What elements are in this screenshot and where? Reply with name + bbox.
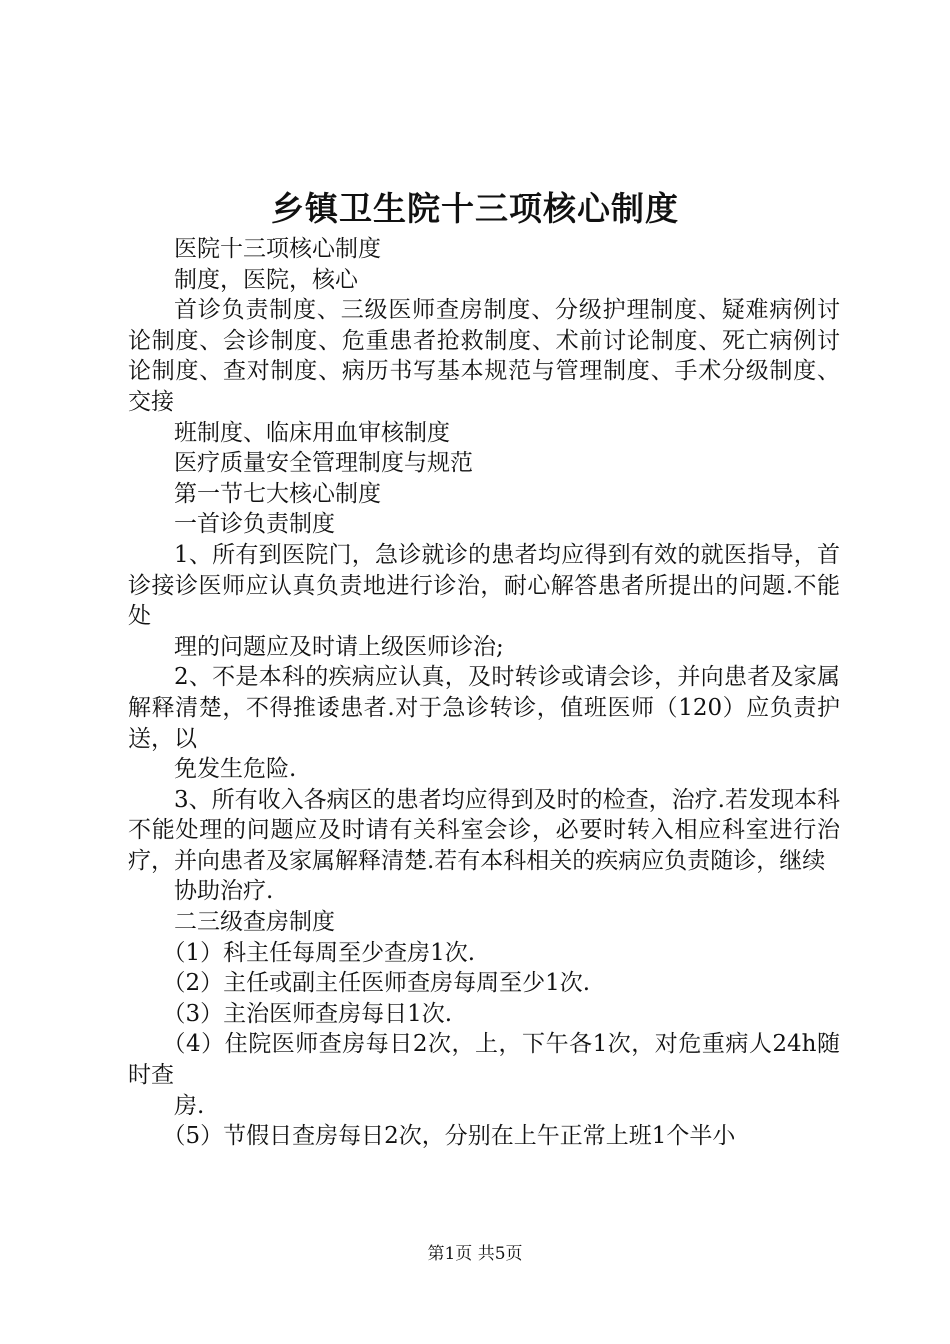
paragraph-heading-hospital-core-rules: 医院十三项核心制度 (174, 236, 381, 262)
section-heading-first: 第一节七大核心制度 (174, 480, 381, 507)
subsection-heading-first-visit: 一首诊负责制度 (174, 511, 335, 538)
paragraph-rounds-5: （5）节假日查房每日2次，分别在上午正常上班1个半小 (162, 1123, 736, 1150)
paragraph-quality-safety-heading: 医疗质量安全管理制度与规范 (174, 450, 473, 477)
paragraph-keywords: 制度，医院，核心 (174, 266, 358, 293)
paragraph-rounds-4: （4）住院医师查房每日2次，上，下午各1次，对危重病人24h随时查 (128, 1031, 840, 1089)
paragraph-rounds-2: （2）主任或副主任医师查房每周至少1次. (162, 970, 591, 997)
page-number-footer: 第1页 共5页 (427, 1244, 523, 1264)
paragraph-rounds-3: （3）主治医师查房每日1次. (162, 1000, 453, 1027)
paragraph-item-2: 2、不是本科的疾病应认真，及时转诊或请会诊，并向患者及家属解释清楚，不得推诿患者.对于急诊转诊，值班医师（120）应负责护送，以 (128, 664, 840, 752)
paragraph-item-3-continued: 协助治疗. (174, 878, 274, 905)
paragraph-item-1-continued: 理的问题应及时请上级医师诊治; (174, 633, 504, 660)
document-body (128, 234, 840, 1152)
paragraph-rounds-4-continued: 房. (174, 1092, 205, 1119)
paragraph-rounds-1: （1）科主任每周至少查房1次. (162, 939, 476, 966)
paragraph-item-1: 1、所有到医院门，急诊就诊的患者均应得到有效的就医指导，首诊接诊医师应认真负责地进行诊治，耐心解答患者所提出的问题.不能处 (128, 541, 840, 630)
paragraph-item-2-continued: 免发生危险. (174, 756, 297, 783)
paragraph-rules-list: 首诊负责制度、三级医师查房制度、分级护理制度、疑难病例讨论制度、会诊制度、危重患者抢救制度、术前讨论制度、死亡病例讨论制度、查对制度、病历书写基本规范与管理制度、手术分级制度、交接 (128, 297, 840, 415)
document-title: 乡镇卫生院十三项核心制度 (271, 189, 679, 228)
paragraph-item-3: 3、所有收入各病区的患者均应得到及时的检查，治疗.若发现本科不能处理的问题应及时请有关科室会诊，必要时转入相应科室进行治疗，并向患者及家属解释清楚.若有本科相关的疾病应负责随诊，继续 (128, 786, 840, 874)
subsection-heading-ward-rounds: 二三级查房制度 (174, 909, 335, 936)
paragraph-rules-list-continued: 班制度、临床用血审核制度 (174, 419, 450, 446)
